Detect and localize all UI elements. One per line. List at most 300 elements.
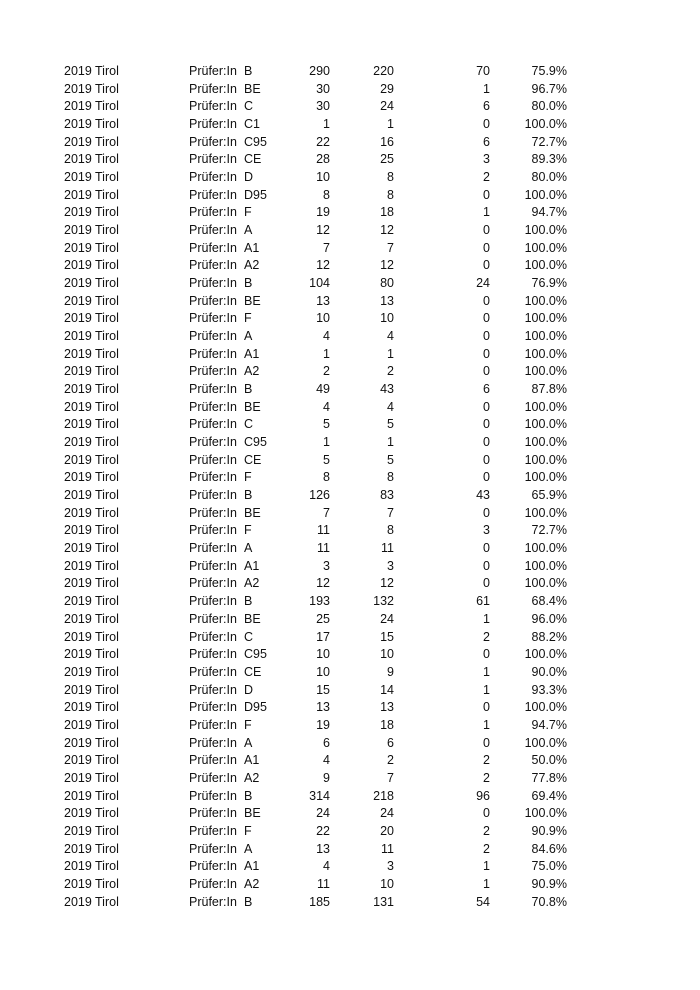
table-row	[0, 204, 700, 222]
license-class-cell: C	[244, 417, 254, 432]
passed-count-cell: 5	[387, 452, 394, 467]
year-cell: 2019	[64, 276, 92, 291]
table-row	[0, 540, 700, 558]
role-cell: Prüfer:In	[189, 488, 237, 503]
table-row	[0, 823, 700, 841]
total-count-cell: 12	[316, 258, 330, 273]
license-class-cell: B	[244, 64, 253, 78]
year-cell: 2019	[64, 523, 92, 538]
region-cell: Tirol	[95, 399, 119, 414]
total-count-cell: 11	[317, 876, 330, 891]
passed-count-cell: 80	[380, 276, 394, 291]
year-cell: 2019	[64, 223, 92, 238]
pass-rate-cell: 76.9%	[531, 276, 567, 291]
pass-rate-cell: 100.0%	[524, 117, 567, 132]
table-row	[0, 257, 700, 275]
region-cell: Tirol	[95, 541, 119, 556]
failed-count-cell: 6	[483, 382, 490, 397]
role-cell: Prüfer:In	[189, 823, 237, 838]
failed-count-cell: 0	[483, 346, 490, 361]
total-count-cell: 10	[316, 170, 330, 185]
license-class-cell: F	[244, 717, 252, 732]
total-count-cell: 19	[316, 205, 330, 220]
license-class-cell: D95	[244, 187, 267, 202]
year-cell: 2019	[64, 611, 92, 626]
passed-count-cell: 8	[387, 187, 394, 202]
region-cell: Tirol	[95, 717, 119, 732]
table-row	[0, 399, 700, 417]
year-cell: 2019	[64, 541, 92, 556]
passed-count-cell: 13	[380, 700, 394, 715]
passed-count-cell: 10	[380, 311, 394, 326]
pass-rate-cell: 100.0%	[524, 399, 567, 414]
failed-count-cell: 0	[483, 435, 490, 450]
region-cell: Tirol	[95, 770, 119, 785]
total-count-cell: 13	[316, 841, 330, 856]
total-count-cell: 22	[316, 134, 330, 149]
total-count-cell: 4	[323, 329, 330, 344]
total-count-cell: 17	[316, 629, 330, 644]
failed-count-cell: 0	[483, 223, 490, 238]
license-class-cell: C1	[244, 117, 260, 132]
region-cell: Tirol	[95, 99, 119, 114]
table-row	[0, 134, 700, 152]
passed-count-cell: 1	[387, 346, 394, 361]
role-cell: Prüfer:In	[189, 700, 237, 715]
total-count-cell: 11	[317, 541, 330, 556]
total-count-cell: 1	[323, 346, 330, 361]
role-cell: Prüfer:In	[189, 170, 237, 185]
license-class-cell: B	[244, 788, 253, 803]
license-class-cell: A	[244, 841, 253, 856]
table-row	[0, 629, 700, 647]
failed-count-cell: 1	[483, 717, 490, 732]
table-row	[0, 275, 700, 293]
passed-count-cell: 5	[387, 417, 394, 432]
table-row	[0, 416, 700, 434]
pass-rate-cell: 89.3%	[531, 152, 567, 167]
region-cell: Tirol	[95, 576, 119, 591]
region-cell: Tirol	[95, 81, 119, 96]
table-row	[0, 682, 700, 700]
year-cell: 2019	[64, 488, 92, 503]
total-count-cell: 10	[316, 647, 330, 662]
table-row	[0, 381, 700, 399]
role-cell: Prüfer:In	[189, 753, 237, 768]
pass-rate-cell: 84.6%	[531, 841, 567, 856]
year-cell: 2019	[64, 435, 92, 450]
year-cell: 2019	[64, 841, 92, 856]
region-cell: Tirol	[95, 664, 119, 679]
passed-count-cell: 3	[387, 558, 394, 573]
year-cell: 2019	[64, 505, 92, 520]
passed-count-cell: 12	[380, 258, 394, 273]
passed-count-cell: 43	[380, 382, 394, 397]
passed-count-cell: 7	[387, 240, 394, 255]
region-cell: Tirol	[95, 594, 119, 609]
passed-count-cell: 7	[387, 770, 394, 785]
table-row	[0, 858, 700, 876]
license-class-cell: F	[244, 470, 252, 485]
failed-count-cell: 0	[483, 576, 490, 591]
role-cell: Prüfer:In	[189, 399, 237, 414]
table-row	[0, 363, 700, 381]
table-row	[0, 81, 700, 99]
failed-count-cell: 61	[476, 594, 490, 609]
year-cell: 2019	[64, 717, 92, 732]
table-row	[0, 63, 700, 81]
year-cell: 2019	[64, 240, 92, 255]
pass-rate-cell: 93.3%	[531, 682, 567, 697]
year-cell: 2019	[64, 311, 92, 326]
license-class-cell: D95	[244, 700, 267, 715]
year-cell: 2019	[64, 293, 92, 308]
failed-count-cell: 1	[483, 682, 490, 697]
pass-rate-cell: 100.0%	[524, 364, 567, 379]
pass-rate-cell: 100.0%	[524, 558, 567, 573]
license-class-cell: A1	[244, 859, 260, 874]
license-class-cell: A2	[244, 364, 260, 379]
total-count-cell: 2	[323, 364, 330, 379]
failed-count-cell: 0	[483, 258, 490, 273]
region-cell: Tirol	[95, 435, 119, 450]
passed-count-cell: 1	[387, 435, 394, 450]
year-cell: 2019	[64, 576, 92, 591]
total-count-cell: 3	[323, 558, 330, 573]
license-class-cell: C	[244, 99, 254, 114]
year-cell: 2019	[64, 594, 92, 609]
pass-rate-cell: 100.0%	[524, 417, 567, 432]
table-row	[0, 169, 700, 187]
license-class-cell: BE	[244, 611, 261, 626]
license-class-cell: A1	[244, 240, 260, 255]
year-cell: 2019	[64, 399, 92, 414]
failed-count-cell: 1	[483, 611, 490, 626]
license-class-cell: B	[244, 382, 253, 397]
year-cell: 2019	[64, 806, 92, 821]
total-count-cell: 7	[323, 505, 330, 520]
year-cell: 2019	[64, 329, 92, 344]
passed-count-cell: 8	[387, 470, 394, 485]
region-cell: Tirol	[95, 240, 119, 255]
role-cell: Prüfer:In	[189, 134, 237, 149]
pass-rate-cell: 50.0%	[531, 753, 567, 768]
table-row	[0, 310, 700, 328]
region-cell: Tirol	[95, 876, 119, 891]
license-class-cell: A	[244, 735, 253, 750]
year-cell: 2019	[64, 64, 92, 78]
year-cell: 2019	[64, 823, 92, 838]
table-row	[0, 328, 700, 346]
passed-count-cell: 16	[380, 134, 394, 149]
license-class-cell: A1	[244, 753, 260, 768]
total-count-cell: 28	[316, 152, 330, 167]
year-cell: 2019	[64, 452, 92, 467]
pass-rate-cell: 72.7%	[531, 523, 567, 538]
license-class-cell: F	[244, 523, 252, 538]
table-row	[0, 452, 700, 470]
passed-count-cell: 220	[373, 64, 394, 78]
table-row	[0, 611, 700, 629]
failed-count-cell: 1	[483, 81, 490, 96]
year-cell: 2019	[64, 629, 92, 644]
failed-count-cell: 0	[483, 452, 490, 467]
total-count-cell: 25	[316, 611, 330, 626]
region-cell: Tirol	[95, 806, 119, 821]
license-class-cell: B	[244, 594, 253, 609]
pass-rate-cell: 100.0%	[524, 329, 567, 344]
year-cell: 2019	[64, 187, 92, 202]
pass-rate-cell: 100.0%	[524, 435, 567, 450]
region-cell: Tirol	[95, 647, 119, 662]
region-cell: Tirol	[95, 488, 119, 503]
failed-count-cell: 0	[483, 364, 490, 379]
failed-count-cell: 0	[483, 505, 490, 520]
license-class-cell: F	[244, 311, 252, 326]
role-cell: Prüfer:In	[189, 293, 237, 308]
region-cell: Tirol	[95, 452, 119, 467]
total-count-cell: 13	[316, 293, 330, 308]
passed-count-cell: 1	[387, 117, 394, 132]
pass-rate-cell: 96.0%	[531, 611, 567, 626]
pass-rate-cell: 90.9%	[531, 823, 567, 838]
license-class-cell: A1	[244, 346, 260, 361]
license-class-cell: CE	[244, 452, 262, 467]
license-class-cell: CE	[244, 664, 262, 679]
failed-count-cell: 0	[483, 293, 490, 308]
pass-rate-cell: 100.0%	[524, 806, 567, 821]
table-row	[0, 752, 700, 770]
pass-rate-cell: 100.0%	[524, 452, 567, 467]
failed-count-cell: 54	[476, 894, 490, 909]
year-cell: 2019	[64, 134, 92, 149]
pass-rate-cell: 100.0%	[524, 223, 567, 238]
total-count-cell: 126	[309, 488, 330, 503]
failed-count-cell: 1	[483, 876, 490, 891]
role-cell: Prüfer:In	[189, 505, 237, 520]
role-cell: Prüfer:In	[189, 435, 237, 450]
year-cell: 2019	[64, 876, 92, 891]
license-class-cell: F	[244, 205, 252, 220]
table-row	[0, 434, 700, 452]
role-cell: Prüfer:In	[189, 629, 237, 644]
failed-count-cell: 0	[483, 117, 490, 132]
role-cell: Prüfer:In	[189, 806, 237, 821]
table-row	[0, 487, 700, 505]
pass-rate-cell: 100.0%	[524, 240, 567, 255]
pass-rate-cell: 88.2%	[531, 629, 567, 644]
region-cell: Tirol	[95, 558, 119, 573]
total-count-cell: 8	[323, 187, 330, 202]
total-count-cell: 30	[316, 99, 330, 114]
passed-count-cell: 2	[387, 753, 394, 768]
region-cell: Tirol	[95, 611, 119, 626]
total-count-cell: 193	[309, 594, 330, 609]
failed-count-cell: 1	[483, 859, 490, 874]
year-cell: 2019	[64, 770, 92, 785]
failed-count-cell: 0	[483, 541, 490, 556]
role-cell: Prüfer:In	[189, 558, 237, 573]
total-count-cell: 12	[316, 223, 330, 238]
table-row	[0, 894, 700, 912]
region-cell: Tirol	[95, 470, 119, 485]
pass-rate-cell: 100.0%	[524, 258, 567, 273]
total-count-cell: 1	[323, 117, 330, 132]
role-cell: Prüfer:In	[189, 664, 237, 679]
region-cell: Tirol	[95, 293, 119, 308]
pass-rate-cell: 100.0%	[524, 346, 567, 361]
license-class-cell: CE	[244, 152, 262, 167]
year-cell: 2019	[64, 170, 92, 185]
region-cell: Tirol	[95, 276, 119, 291]
table-row	[0, 505, 700, 523]
license-class-cell: A1	[244, 558, 260, 573]
year-cell: 2019	[64, 81, 92, 96]
license-class-cell: BE	[244, 81, 261, 96]
region-cell: Tirol	[95, 841, 119, 856]
table-row	[0, 646, 700, 664]
region-cell: Tirol	[95, 700, 119, 715]
role-cell: Prüfer:In	[189, 152, 237, 167]
pass-rate-cell: 90.0%	[531, 664, 567, 679]
role-cell: Prüfer:In	[189, 346, 237, 361]
total-count-cell: 15	[316, 682, 330, 697]
failed-count-cell: 3	[483, 523, 490, 538]
failed-count-cell: 2	[483, 629, 490, 644]
failed-count-cell: 2	[483, 823, 490, 838]
total-count-cell: 10	[316, 311, 330, 326]
total-count-cell: 13	[316, 700, 330, 715]
total-count-cell: 49	[316, 382, 330, 397]
license-class-cell: A	[244, 541, 253, 556]
total-count-cell: 4	[323, 753, 330, 768]
table-row	[0, 770, 700, 788]
passed-count-cell: 24	[380, 806, 394, 821]
role-cell: Prüfer:In	[189, 364, 237, 379]
total-count-cell: 24	[316, 806, 330, 821]
role-cell: Prüfer:In	[189, 205, 237, 220]
failed-count-cell: 0	[483, 240, 490, 255]
table-row	[0, 346, 700, 364]
table-row	[0, 788, 700, 806]
region-cell: Tirol	[95, 170, 119, 185]
total-count-cell: 7	[323, 240, 330, 255]
failed-count-cell: 2	[483, 170, 490, 185]
region-cell: Tirol	[95, 823, 119, 838]
table-row	[0, 151, 700, 169]
failed-count-cell: 96	[476, 788, 490, 803]
table-row	[0, 469, 700, 487]
year-cell: 2019	[64, 152, 92, 167]
year-cell: 2019	[64, 558, 92, 573]
region-cell: Tirol	[95, 187, 119, 202]
table-row	[0, 575, 700, 593]
table-row	[0, 98, 700, 116]
license-class-cell: F	[244, 823, 252, 838]
passed-count-cell: 25	[380, 152, 394, 167]
pass-rate-cell: 100.0%	[524, 541, 567, 556]
year-cell: 2019	[64, 258, 92, 273]
total-count-cell: 6	[323, 735, 330, 750]
role-cell: Prüfer:In	[189, 99, 237, 114]
role-cell: Prüfer:In	[189, 452, 237, 467]
license-class-cell: A	[244, 223, 253, 238]
passed-count-cell: 3	[387, 859, 394, 874]
table-row	[0, 558, 700, 576]
region-cell: Tirol	[95, 117, 119, 132]
region-cell: Tirol	[95, 205, 119, 220]
year-cell: 2019	[64, 417, 92, 432]
failed-count-cell: 0	[483, 399, 490, 414]
failed-count-cell: 0	[483, 735, 490, 750]
license-class-cell: C95	[244, 435, 267, 450]
year-cell: 2019	[64, 647, 92, 662]
table-row	[0, 735, 700, 753]
passed-count-cell: 7	[387, 505, 394, 520]
license-class-cell: A2	[244, 876, 260, 891]
failed-count-cell: 2	[483, 770, 490, 785]
failed-count-cell: 1	[483, 664, 490, 679]
total-count-cell: 4	[323, 399, 330, 414]
region-cell: Tirol	[95, 311, 119, 326]
pass-rate-cell: 100.0%	[524, 576, 567, 591]
table-row	[0, 717, 700, 735]
failed-count-cell: 0	[483, 558, 490, 573]
table-row	[0, 699, 700, 717]
total-count-cell: 290	[309, 64, 330, 78]
table-row	[0, 522, 700, 540]
year-cell: 2019	[64, 99, 92, 114]
table-row	[0, 841, 700, 859]
table-row	[0, 664, 700, 682]
region-cell: Tirol	[95, 894, 119, 909]
table-row	[0, 593, 700, 611]
region-cell: Tirol	[95, 735, 119, 750]
failed-count-cell: 70	[476, 64, 490, 78]
pass-rate-cell: 100.0%	[524, 700, 567, 715]
role-cell: Prüfer:In	[189, 594, 237, 609]
passed-count-cell: 218	[373, 788, 394, 803]
role-cell: Prüfer:In	[189, 541, 237, 556]
license-class-cell: BE	[244, 399, 261, 414]
region-cell: Tirol	[95, 753, 119, 768]
role-cell: Prüfer:In	[189, 859, 237, 874]
region-cell: Tirol	[95, 859, 119, 874]
passed-count-cell: 14	[380, 682, 394, 697]
passed-count-cell: 83	[380, 488, 394, 503]
license-class-cell: B	[244, 488, 253, 503]
license-class-cell: D	[244, 170, 254, 185]
role-cell: Prüfer:In	[189, 81, 237, 96]
role-cell: Prüfer:In	[189, 276, 237, 291]
pass-rate-cell: 100.0%	[524, 470, 567, 485]
failed-count-cell: 0	[483, 187, 490, 202]
pass-rate-cell: 69.4%	[531, 788, 567, 803]
passed-count-cell: 8	[387, 523, 394, 538]
region-cell: Tirol	[95, 152, 119, 167]
role-cell: Prüfer:In	[189, 788, 237, 803]
data-table	[0, 63, 700, 911]
year-cell: 2019	[64, 700, 92, 715]
passed-count-cell: 2	[387, 364, 394, 379]
passed-count-cell: 24	[380, 99, 394, 114]
region-cell: Tirol	[95, 364, 119, 379]
pass-rate-cell: 90.9%	[531, 876, 567, 891]
total-count-cell: 22	[316, 823, 330, 838]
license-class-cell: BE	[244, 293, 261, 308]
region-cell: Tirol	[95, 346, 119, 361]
role-cell: Prüfer:In	[189, 647, 237, 662]
